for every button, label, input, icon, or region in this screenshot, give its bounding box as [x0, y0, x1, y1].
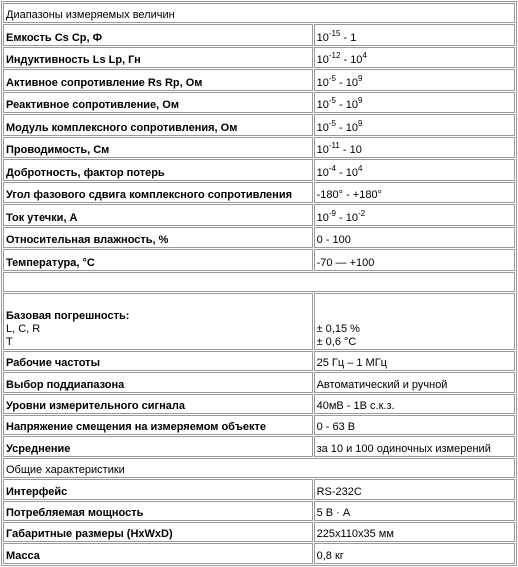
row-value: Автоматический и ручной [314, 372, 515, 392]
table-row [3, 501, 515, 521]
table-row [3, 394, 515, 414]
section-header-ranges: Диапазоны измеряемых величин [3, 3, 515, 23]
table-row [3, 69, 515, 90]
table-row [3, 351, 515, 371]
row-value: $10^{-5} - 10^9$ [314, 114, 515, 135]
row-value: $10^{-5} - 10^9$ [314, 69, 515, 90]
row-value: 0 - 100 [314, 227, 515, 248]
table-row [3, 182, 515, 203]
row-label: Потребляемая мощность [3, 501, 313, 521]
row-label: Усреднение [3, 436, 313, 456]
row-label: Угол фазового сдвига комплексного сопротивления [3, 182, 313, 203]
row-value: $10^{-15} - 1$ [314, 24, 515, 45]
row-label: Рабочие частоты [3, 351, 313, 371]
row-label: Напряжение смещения на измеряемом объекте [3, 415, 313, 435]
row-value: 0 - 63 В [314, 415, 515, 435]
section-header-row [3, 458, 515, 478]
row-value: -70 — +100 [314, 249, 515, 270]
table-row [3, 415, 515, 435]
row-value: RS-232C [314, 479, 515, 499]
table-row [3, 543, 515, 564]
row-label: Температура, °С [3, 249, 313, 270]
row-value: $10^{-4} - 10^4$ [314, 159, 515, 180]
table-row [3, 249, 515, 270]
accuracy-lcr-value: ± 0,15 % [316, 322, 360, 335]
row-value: $10^{-5} - 10^9$ [314, 92, 515, 113]
row-label: Модуль комплексного сопротивления, Ом [3, 114, 313, 135]
table-row [3, 159, 515, 180]
table-row [3, 114, 515, 135]
row-label: Выбор поддиапазона [3, 372, 313, 392]
row-value: -180° - +180° [314, 182, 515, 203]
table-row [3, 372, 515, 392]
accuracy-lcr-label: L, C, R [6, 322, 41, 335]
row-label: Емкость Cs Cp, Ф [3, 24, 313, 45]
accuracy-label-cell [3, 293, 313, 350]
table-row [3, 137, 515, 158]
row-value: 5 В · А [314, 501, 515, 521]
table-row [3, 436, 515, 456]
row-value: 25 Гц – 1 МГц [314, 351, 515, 371]
row-label: Активное сопротивление Rs Rp, Ом [3, 69, 313, 90]
accuracy-value-cell [314, 293, 515, 350]
table-row [3, 204, 515, 225]
specifications-table [1, 1, 517, 566]
section-header-general: Общие характеристики [3, 458, 515, 478]
table-row [3, 522, 515, 542]
accuracy-row [3, 293, 515, 350]
row-label: Уровни измерительного сигнала [3, 394, 313, 414]
table-row [3, 92, 515, 113]
row-value: 0,8 кг [314, 543, 515, 564]
accuracy-t-value: ± 0,6 °С [316, 335, 357, 348]
row-label: Проводимость, См [3, 137, 313, 158]
row-value: 225x110x35 мм [314, 522, 515, 542]
row-value: $10^{-11} - 10$ [314, 137, 515, 158]
row-value: за 10 и 100 одиночных измерений [314, 436, 515, 456]
section-header-row [3, 3, 515, 23]
row-label: Интерфейс [3, 479, 313, 499]
accuracy-title: Базовая погрешность: [6, 309, 130, 322]
row-value: $10^{-12} - 10^4$ [314, 47, 515, 68]
empty-cell [3, 272, 515, 292]
accuracy-t-label: T [6, 335, 13, 348]
table-row [3, 24, 515, 45]
row-value: $10^{-9} - 10^{-2}$ [314, 204, 515, 225]
table-row [3, 47, 515, 68]
row-label: Масса [3, 543, 313, 564]
row-label: Реактивное сопротивление, Ом [3, 92, 313, 113]
row-label: Ток утечки, А [3, 204, 313, 225]
row-label: Индуктивность Ls Lp, Гн [3, 47, 313, 68]
row-label: Добротность, фактор потерь [3, 159, 313, 180]
table-row [3, 227, 515, 248]
table-row [3, 479, 515, 499]
row-value: 40мВ - 1В с.к.з. [314, 394, 515, 414]
row-label: Габаритные размеры (HxWxD) [3, 522, 313, 542]
row-label: Относительная влажность, % [3, 227, 313, 248]
spacer-row [3, 272, 515, 292]
